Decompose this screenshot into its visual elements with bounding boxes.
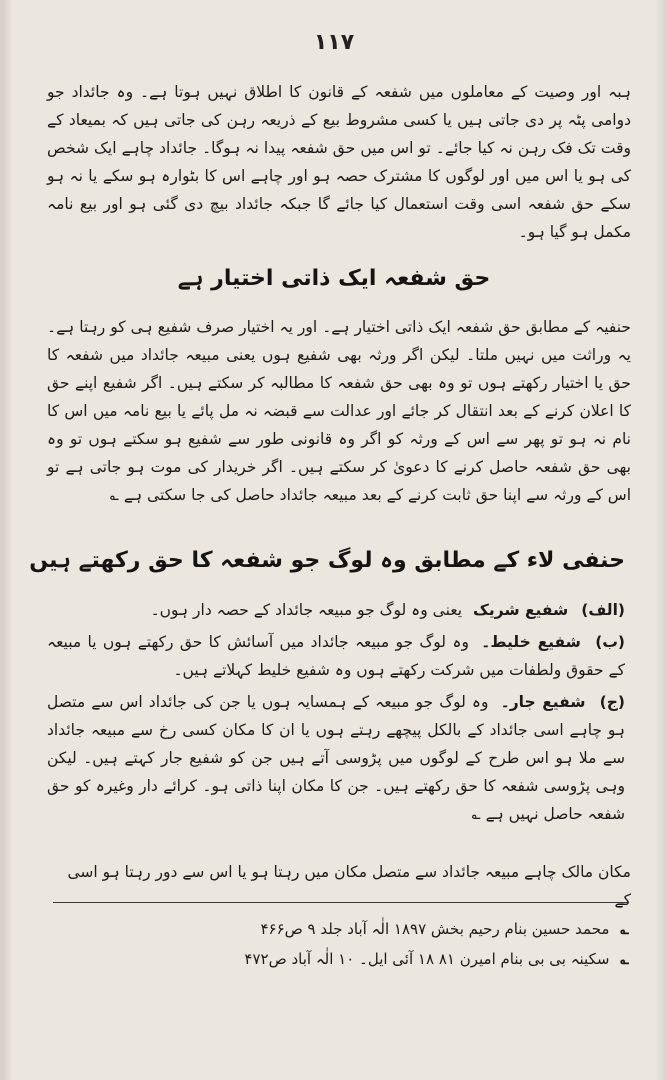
list-item-text: وہ لوگ جو مبیعہ کے ہمسایہ ہوں یا جن کی جائداد اس سے متصل ہو چاہے اسی جائداد کے بالکل پیچھے رہتے ہوں یا ان کا مکان کسی رخ سے مبیعہ جائداد سے ملا ہو اس طرح کے لوگوں میں پڑوسی آتے ہیں جن کو شفیع جار کہتے ہیں۔ لیکن وہی پڑوسی شفعہ کا حق رکھتے ہیں۔ جن کا مکان اپنا ذاتی ہو۔ کرائے دار وغیرہ کو حق شفعہ حاصل نہیں ہے ؎ [47,693,625,823]
list-item-marker: (ب) [595,633,625,651]
list-item-shafi-sharik [47,596,625,624]
categories-list [47,596,625,832]
footnote-1 [63,914,629,944]
page-left-edge-shadow [3,0,13,1080]
list-item-text: وہ لوگ جو مبیعہ جائداد میں آسائش کا حق رکھتے ہوں یا مبیعہ کے حقوق ولطفات میں شرکت رکھتے ہوں وہ شفیع خلیط کہلاتے ہیں۔ [47,633,625,679]
paragraph-closing-line: مکان مالک چاہے مبیعہ جائداد سے متصل مکان میں رہتا ہو یا اس سے دور رہتا ہو اسی کے [67,863,631,909]
page-number: ۱۱۷ [313,30,355,55]
footnote-text: سکینہ بی بی بنام امیرن ۸۱ ۱۸ آئی ایل۔ ۱۰ الٰہ آباد ص۴۷۲ [244,950,610,968]
footnote-text: محمد حسین بنام رحیم بخش ۱۸۹۷ الٰہ آباد جلد ۹ ص۴۶۶ [260,920,610,938]
paragraph-hanafi-personal-right: حنفیہ کے مطابق حق شفعہ ایک ذاتی اختیار ہے۔ اور یہ اختیار صرف شفیع ہی کو رہتا ہے۔ یہ وراثت میں نہیں ملتا۔ لیکن اگر ورثہ بھی شفیع ہوں یعنی مبیعہ جائداد میں شفعہ کا حق یا اختیار رکھتے ہوں تو وہ بھی حق شفعہ کا مطالبہ کر سکتے ہیں۔ اگر شفیع اپنے حق کا اعلان کرنے کے بعد انتقال کر جائے اور عدالت سے قبضہ نہ مل پائے یا بیع نامہ میں اس کا نام نہ ہو تو پھر سے اس کے ورثہ کو اگر وہ قانونی طور سے شفیع ہو سکتے ہوں تو وہ بھی حق شفعہ حاصل کرنے کا دعویٰ کر سکتے ہیں۔ اگر خریدار کی موت ہو جاتی ہے تو اس کے ورثہ سے اپنا حق ثابت کرنے کے بعد مبیعہ جائداد حاصل کی جا سکتی ہے ؎ [47,318,631,504]
list-item-shafi-jar [47,688,625,828]
paragraph-intro: ہبہ اور وصیت کے معاملوں میں شفعہ کے قانون کا اطلاق نہیں ہوتا ہے۔ وہ جائداد جو دوامی پٹہ پر دی جاتی ہیں یا کسی مشروط بیع کے ذریعہ رہن کی جاتی ہیں کہ بمیعاد کے وقت تک فک رہن نہ کیا جائے۔ تو اس میں حق شفعہ پیدا نہ ہوگا۔ جائداد چاہے ایک شخص کی ہو یا اس میں اور لوگوں کا مشترک حصہ ہو اور چاہے اس کا بٹوارہ ہو سکے یا نہ ہو سکے حق شفعہ اسی وقت استعمال کیا جائے گا جبکہ جائداد بیچ دی گئی ہو اور بیع نامہ مکمل ہو گیا ہو۔ [47,83,631,241]
footnote-mark: ؎ [620,950,629,968]
heading-who-has-right: حنفی لاء کے مطابق وہ لوگ جو شفعہ کا حق رکھتے ہیں [29,548,625,573]
list-item-term: شفیع شریک [473,601,569,619]
page-right-edge-shadow [655,0,665,1080]
list-item-marker: (ج) [599,693,625,711]
footnote-mark: ؎ [620,920,629,938]
heading-personal-right: حق شفعہ ایک ذاتی اختیار ہے [177,266,491,291]
list-item-shafi-khalit [47,628,625,684]
list-item-text: یعنی وہ لوگ جو مبیعہ جائداد کے حصہ دار ہوں۔ [150,601,463,619]
footnotes [63,914,629,974]
footnote-divider [53,902,629,903]
footnote-2 [63,944,629,974]
list-item-term: شفیع خلیط۔ [481,633,581,651]
list-item-marker: (الف) [581,601,625,619]
list-item-term: شفیع جار۔ [500,693,586,711]
